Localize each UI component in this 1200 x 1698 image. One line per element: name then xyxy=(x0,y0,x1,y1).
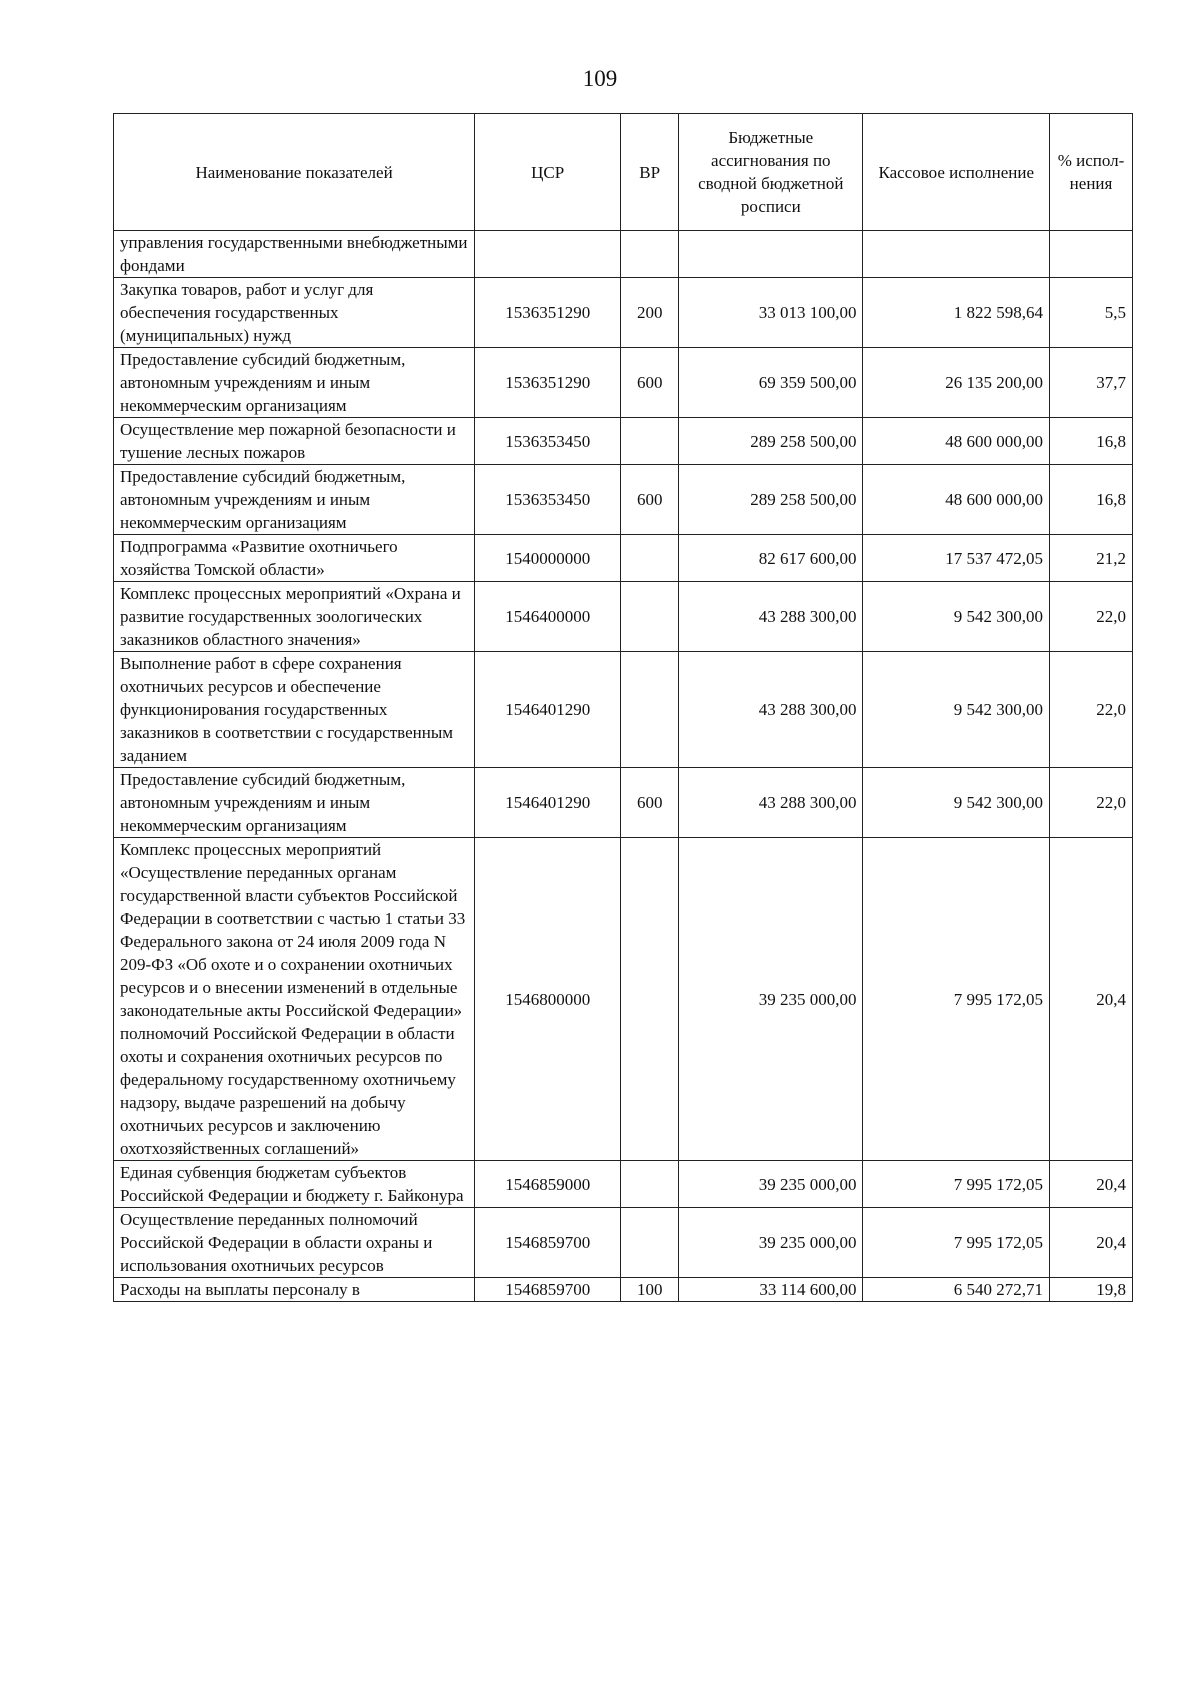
row-name: Осуществление мер пожарной безопасности и тушение лесных пожаров xyxy=(114,418,475,465)
header-name: Наименование показателей xyxy=(114,114,475,231)
row-vr xyxy=(621,1161,679,1208)
row-assignments: 33 114 600,00 xyxy=(679,1278,863,1302)
row-vr: 600 xyxy=(621,768,679,838)
row-name: Выполнение работ в сфере сохранения охотничьих ресурсов и обеспечение функционирования государственных заказников в соответствии с государственным заданием xyxy=(114,652,475,768)
row-csr: 1546401290 xyxy=(475,768,621,838)
row-vr xyxy=(621,535,679,582)
row-vr xyxy=(621,418,679,465)
header-percent: % испол-нения xyxy=(1050,114,1133,231)
table-row xyxy=(114,838,1133,1161)
row-percent: 22,0 xyxy=(1050,582,1133,652)
row-vr xyxy=(621,1208,679,1278)
row-cash-execution: 7 995 172,05 xyxy=(863,1208,1050,1278)
row-csr: 1536351290 xyxy=(475,278,621,348)
table-row xyxy=(114,582,1133,652)
table-row xyxy=(114,278,1133,348)
row-name: Комплекс процессных мероприятий «Осуществление переданных органам государственной власти субъектов Российской Федерации в соответствии с частью 1 статьи 33 Федерального закона от 24 июля 2009 года N 209-ФЗ «Об охоте и о сохранении охотничьих ресурсов и о внесении изменений в отдельные законодательные акты Российской Федерации» полномочий Российской Федерации в области охоты и сохранения охотничьих ресурсов по федеральному государственному охотничьему надзору, выдаче разрешений на добычу охотничьих ресурсов и заключению охотхозяйственных соглашений» xyxy=(114,838,475,1161)
row-cash-execution: 17 537 472,05 xyxy=(863,535,1050,582)
table-row xyxy=(114,535,1133,582)
row-assignments: 43 288 300,00 xyxy=(679,582,863,652)
row-cash-execution: 48 600 000,00 xyxy=(863,465,1050,535)
row-name: Расходы на выплаты персоналу в xyxy=(114,1278,475,1302)
row-cash-execution: 1 822 598,64 xyxy=(863,278,1050,348)
row-csr: 1546859700 xyxy=(475,1208,621,1278)
row-csr: 1546401290 xyxy=(475,652,621,768)
row-vr: 600 xyxy=(621,465,679,535)
row-name: Подпрограмма «Развитие охотничьего хозяйства Томской области» xyxy=(114,535,475,582)
row-csr xyxy=(475,231,621,278)
row-csr: 1546859000 xyxy=(475,1161,621,1208)
row-name: Осуществление переданных полномочий Российской Федерации в области охраны и использования охотничьих ресурсов xyxy=(114,1208,475,1278)
row-assignments: 82 617 600,00 xyxy=(679,535,863,582)
row-name: Комплекс процессных мероприятий «Охрана и развитие государственных зоологических заказников областного значения» xyxy=(114,582,475,652)
row-assignments: 43 288 300,00 xyxy=(679,768,863,838)
table-row xyxy=(114,652,1133,768)
row-name: управления государственными внебюджетными фондами xyxy=(114,231,475,278)
row-vr xyxy=(621,838,679,1161)
row-cash-execution: 26 135 200,00 xyxy=(863,348,1050,418)
table-row xyxy=(114,1278,1133,1302)
row-assignments: 39 235 000,00 xyxy=(679,1208,863,1278)
row-cash-execution: 9 542 300,00 xyxy=(863,768,1050,838)
row-percent: 22,0 xyxy=(1050,768,1133,838)
row-cash-execution: 9 542 300,00 xyxy=(863,652,1050,768)
row-vr: 100 xyxy=(621,1278,679,1302)
row-percent: 21,2 xyxy=(1050,535,1133,582)
row-csr: 1540000000 xyxy=(475,535,621,582)
row-cash-execution: 7 995 172,05 xyxy=(863,1161,1050,1208)
row-percent xyxy=(1050,231,1133,278)
row-percent: 16,8 xyxy=(1050,465,1133,535)
table-row xyxy=(114,768,1133,838)
page-number: 109 xyxy=(582,66,618,91)
row-name: Единая субвенция бюджетам субъектов Российской Федерации и бюджету г. Байконура xyxy=(114,1161,475,1208)
row-csr: 1546400000 xyxy=(475,582,621,652)
header-csr: ЦСР xyxy=(475,114,621,231)
row-assignments: 43 288 300,00 xyxy=(679,652,863,768)
row-cash-execution: 7 995 172,05 xyxy=(863,838,1050,1161)
row-percent: 22,0 xyxy=(1050,652,1133,768)
row-assignments: 69 359 500,00 xyxy=(679,348,863,418)
budget-table xyxy=(113,113,1133,1302)
row-percent: 20,4 xyxy=(1050,1208,1133,1278)
row-name: Предоставление субсидий бюджетным, автономным учреждениям и иным некоммерческим организациям xyxy=(114,768,475,838)
row-csr: 1536353450 xyxy=(475,465,621,535)
row-cash-execution xyxy=(863,231,1050,278)
row-vr xyxy=(621,582,679,652)
row-vr: 200 xyxy=(621,278,679,348)
table-row xyxy=(114,1208,1133,1278)
table-row xyxy=(114,465,1133,535)
header-cash-execution: Кассовое исполнение xyxy=(863,114,1050,231)
row-name: Предоставление субсидий бюджетным, автономным учреждениям и иным некоммерческим организациям xyxy=(114,465,475,535)
row-vr: 600 xyxy=(621,348,679,418)
table-header-row xyxy=(114,114,1133,231)
row-assignments: 39 235 000,00 xyxy=(679,838,863,1161)
table-row xyxy=(114,348,1133,418)
row-assignments: 289 258 500,00 xyxy=(679,418,863,465)
row-assignments: 33 013 100,00 xyxy=(679,278,863,348)
row-percent: 37,7 xyxy=(1050,348,1133,418)
row-csr: 1546800000 xyxy=(475,838,621,1161)
header-assignments: Бюджетные ассигнования по сводной бюджетной росписи xyxy=(679,114,863,231)
header-vr: ВР xyxy=(621,114,679,231)
row-vr xyxy=(621,652,679,768)
row-cash-execution: 6 540 272,71 xyxy=(863,1278,1050,1302)
table-row xyxy=(114,1161,1133,1208)
row-name: Закупка товаров, работ и услуг для обеспечения государственных (муниципальных) нужд xyxy=(114,278,475,348)
row-cash-execution: 9 542 300,00 xyxy=(863,582,1050,652)
row-csr: 1536353450 xyxy=(475,418,621,465)
row-percent: 20,4 xyxy=(1050,838,1133,1161)
row-assignments xyxy=(679,231,863,278)
table-row xyxy=(114,231,1133,278)
row-vr xyxy=(621,231,679,278)
table-row xyxy=(114,418,1133,465)
row-csr: 1546859700 xyxy=(475,1278,621,1302)
row-assignments: 39 235 000,00 xyxy=(679,1161,863,1208)
row-percent: 5,5 xyxy=(1050,278,1133,348)
row-cash-execution: 48 600 000,00 xyxy=(863,418,1050,465)
row-name: Предоставление субсидий бюджетным, автономным учреждениям и иным некоммерческим организациям xyxy=(114,348,475,418)
row-percent: 20,4 xyxy=(1050,1161,1133,1208)
row-percent: 16,8 xyxy=(1050,418,1133,465)
row-csr: 1536351290 xyxy=(475,348,621,418)
row-assignments: 289 258 500,00 xyxy=(679,465,863,535)
row-percent: 19,8 xyxy=(1050,1278,1133,1302)
